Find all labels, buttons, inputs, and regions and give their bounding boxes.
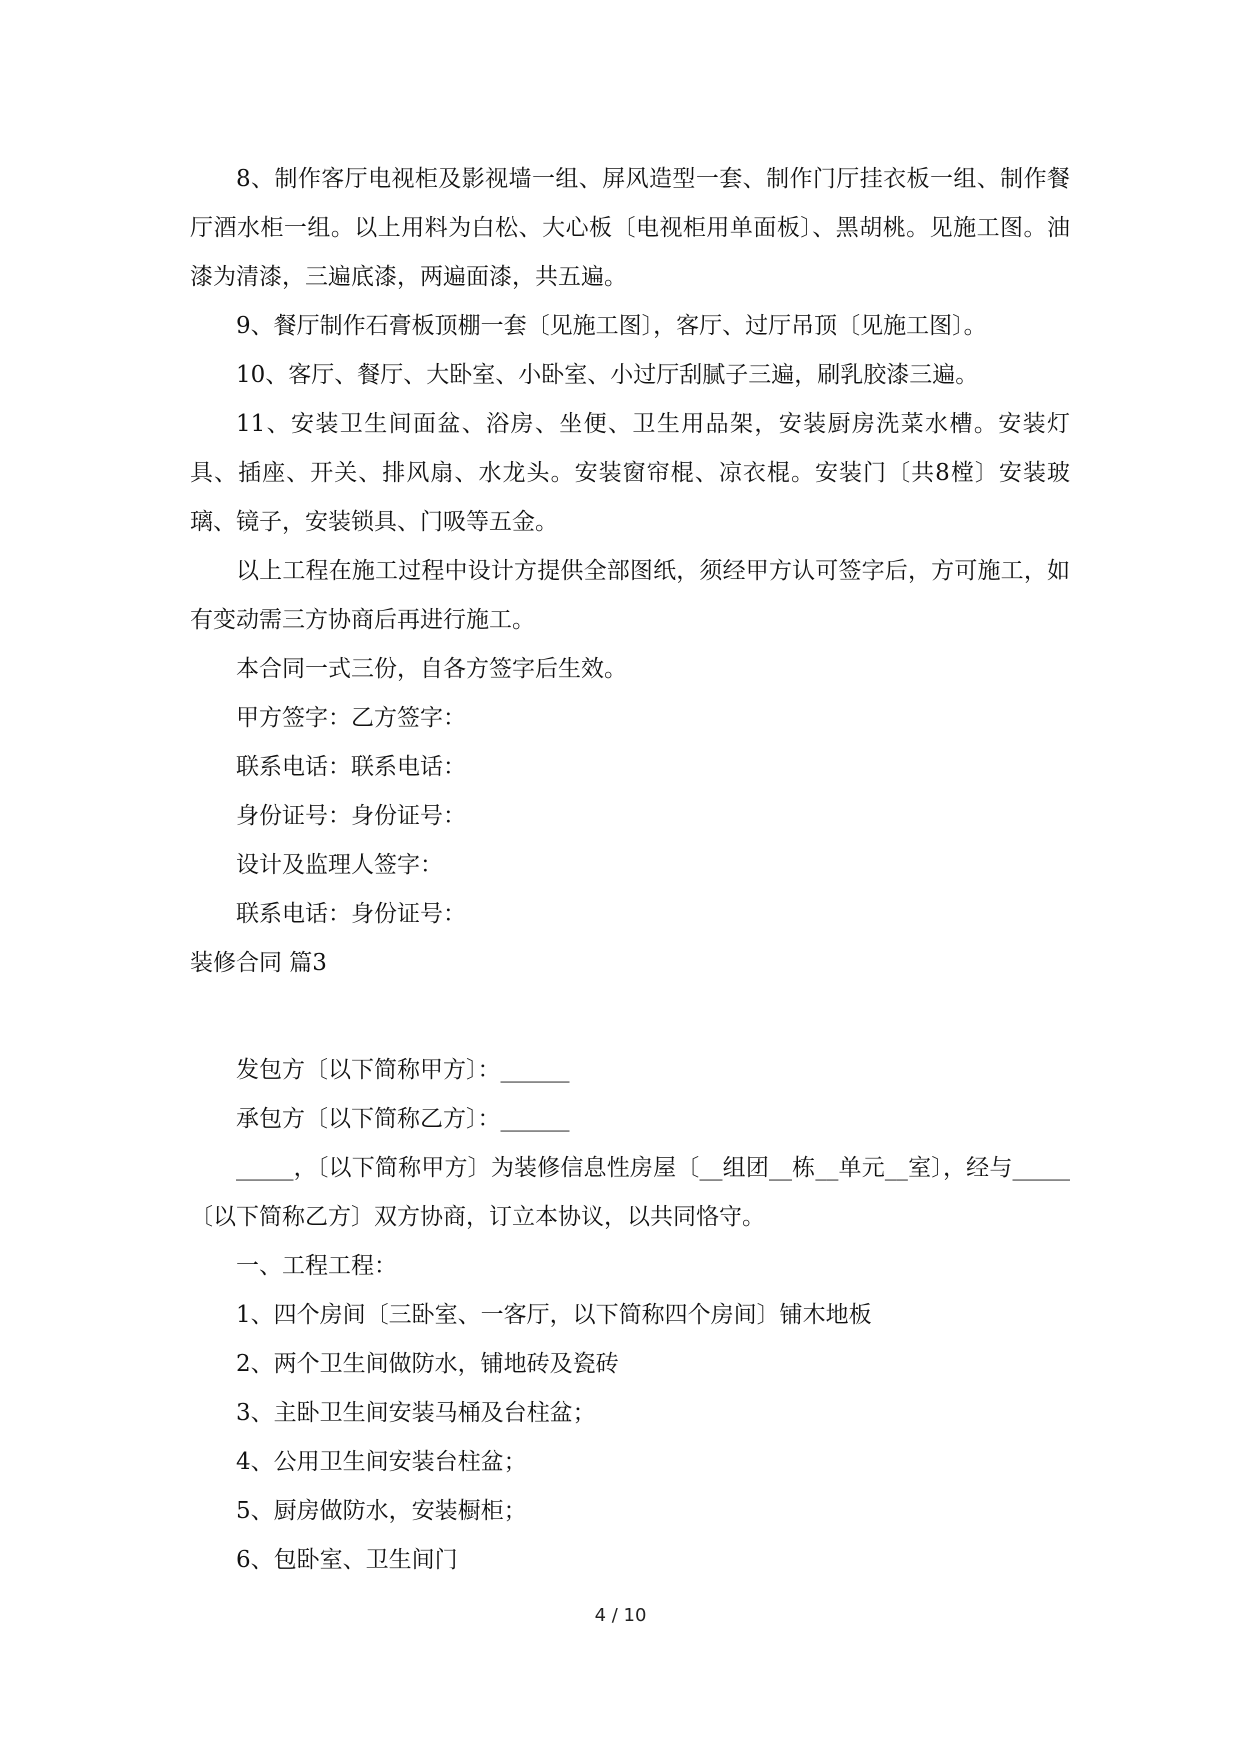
project-item-1: 1、四个房间〔三卧室、一客厅，以下简称四个房间〕铺木地板 xyxy=(236,1302,872,1328)
designer-signature-line: 设计及监理人签字： xyxy=(236,852,443,878)
paragraph-construction-note: 以上工程在施工过程中设计方提供全部图纸，须经甲方认可签字后，方可施工，如有变动需三方协商后再进行施工。 xyxy=(190,558,1070,633)
contractee-party-line: 承包方〔以下简称乙方〕：______ xyxy=(236,1106,570,1132)
agreement-intro-paragraph: _____，〔以下简称甲方〕为装修信息性房屋〔__组团__栋__单元__室〕，经与_____〔以下简称乙方〕双方协商，订立本协议，以共同恪守。 xyxy=(190,1155,1070,1230)
page-number: 4 / 10 xyxy=(594,1605,647,1626)
section-heading: 装修合同 篇3 xyxy=(190,950,327,976)
id-number-line: 身份证号：身份证号： xyxy=(236,803,466,829)
document-body xyxy=(190,155,1070,1585)
project-items-heading: 一、工程工程： xyxy=(236,1253,397,1279)
paragraph-item-10: 10、客厅、餐厅、大卧室、小卧室、小过厅刮腻子三遍，刷乳胶漆三遍。 xyxy=(236,362,979,388)
project-item-2: 2、两个卫生间做防水，铺地砖及瓷砖 xyxy=(236,1351,619,1377)
project-item-4: 4、公用卫生间安装台柱盆； xyxy=(236,1449,527,1475)
paragraph-contract-copies: 本合同一式三份，自各方签字后生效。 xyxy=(236,656,627,682)
paragraph-item-9: 9、餐厅制作石膏板顶棚一套〔见施工图〕，客厅、过厅吊顶〔见施工图〕。 xyxy=(236,313,987,339)
paragraph-item-11: 11、安装卫生间面盆、浴房、坐便、卫生用品架，安装厨房洗菜水槽。安装灯具、插座、开关、排风扇、水龙头。安装窗帘棍、凉衣棍。安装门〔共8樘〕安装玻璃、镜子，安装锁具、门吸等五金。 xyxy=(190,411,1070,535)
project-item-6: 6、包卧室、卫生间门 xyxy=(236,1547,458,1573)
phone-line: 联系电话：联系电话： xyxy=(236,754,466,780)
project-item-3: 3、主卧卫生间安装马桶及台柱盆； xyxy=(236,1400,596,1426)
section-spacer xyxy=(190,988,1070,1046)
project-item-5: 5、厨房做防水，安装橱柜； xyxy=(236,1498,527,1524)
signature-line: 甲方签字：乙方签字： xyxy=(236,705,466,731)
contractor-party-line: 发包方〔以下简称甲方〕：______ xyxy=(236,1057,570,1083)
paragraph-item-8: 8、制作客厅电视柜及影视墙一组、屏风造型一套、制作门厅挂衣板一组、制作餐厅酒水柜一组。以上用料为白松、大心板〔电视柜用单面板〕、黑胡桃。见施工图。油漆为清漆，三遍底漆，两遍面漆，共五遍。 xyxy=(190,166,1070,290)
designer-contact-line: 联系电话：身份证号： xyxy=(236,901,466,927)
